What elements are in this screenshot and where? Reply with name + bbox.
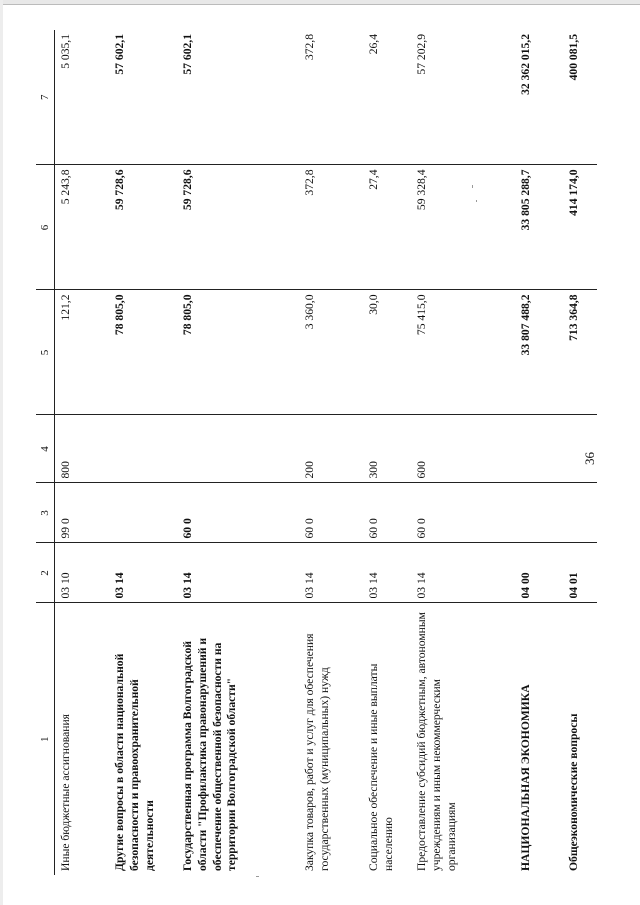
table-row: [109, 30, 177, 875]
amount-col5: 3 360,0: [299, 290, 363, 415]
table-row: [55, 30, 110, 875]
expense-type-code: 600: [411, 415, 515, 483]
budget-table: [36, 30, 597, 875]
header-cell: 1: [36, 603, 55, 875]
section-code: 03 14: [363, 543, 411, 603]
amount-col6: 59 728,6: [177, 165, 299, 290]
amount-col5: 713 364,8: [563, 290, 597, 415]
amount-col7: 5 035,1: [55, 30, 110, 165]
header-cell: 3: [36, 483, 55, 543]
amount-col5: 33 807 488,2: [515, 290, 563, 415]
section-code: 04 00: [515, 543, 563, 603]
row-name: Предоставление субсидий бюджетным, автономным учреждениям и иным некоммерческим организациям: [415, 611, 458, 871]
page-number: 36: [582, 452, 597, 465]
program-code: [563, 483, 597, 543]
row-name: Другие вопросы в области национальной безопасности и правоохранительной деятельности: [113, 653, 156, 871]
table-row: [411, 30, 515, 875]
amount-col7: 32 362 015,2: [515, 30, 563, 165]
amount-col5: 78 805,0: [177, 290, 299, 415]
expense-type-code: 300: [363, 415, 411, 483]
amount-col5: 30,0: [363, 290, 411, 415]
program-code: [109, 483, 177, 543]
amount-col7: 57 202,9: [411, 30, 515, 165]
row-name: Иные бюджетные ассигнования: [59, 714, 72, 871]
program-code: 60 0: [411, 483, 515, 543]
section-code: 03 14: [299, 543, 363, 603]
amount-col6: 372,8: [299, 165, 363, 290]
program-code: 60 0: [363, 483, 411, 543]
table-row: [299, 30, 363, 875]
expense-type-code: [515, 415, 563, 483]
table-row: [363, 30, 411, 875]
program-code: [515, 483, 563, 543]
row-name: НАЦИОНАЛЬНАЯ ЭКОНОМИКА: [519, 684, 532, 871]
row-name: Государственная программа Волгоградской области "Профилактика правонарушений и обеспечение общественной безопасности на территории Волгоградской области": [181, 637, 239, 871]
amount-col5: 121,2: [55, 290, 110, 415]
amount-col6: 5 243,8: [55, 165, 110, 290]
section-code: 03 10: [55, 543, 110, 603]
section-code: 03 14: [411, 543, 515, 603]
section-code: 03 14: [177, 543, 299, 603]
expense-type-code: 800: [55, 415, 110, 483]
table-row: [515, 30, 563, 875]
table-row: [563, 30, 597, 875]
header-cell: 4: [36, 415, 55, 483]
table-header-row: [36, 30, 55, 875]
amount-col5: 78 805,0: [109, 290, 177, 415]
amount-col6: 59 728,6: [109, 165, 177, 290]
amount-col7: 57 602,1: [109, 30, 177, 165]
row-name: Общеэкономические вопросы: [567, 713, 580, 871]
expense-type-code: 200: [299, 415, 363, 483]
header-cell: 7: [36, 30, 55, 165]
amount-col6: 414 174,0: [563, 165, 597, 290]
amount-col6: 33 805 288,7: [515, 165, 563, 290]
amount-col6: 27,4: [363, 165, 411, 290]
amount-col7: 26,4: [363, 30, 411, 165]
section-code: 03 14: [109, 543, 177, 603]
amount-col6: 59 328,4: [411, 165, 515, 290]
header-cell: 6: [36, 165, 55, 290]
row-name: Социальное обеспечение и иные выплаты населению: [367, 663, 395, 871]
amount-col7: 400 081,5: [563, 30, 597, 165]
expense-type-code: [563, 415, 597, 483]
program-code: 60 0: [177, 483, 299, 543]
expense-type-code: [109, 415, 177, 483]
amount-col7: 57 602,1: [177, 30, 299, 165]
section-code: 04 01: [563, 543, 597, 603]
program-code: 99 0: [55, 483, 110, 543]
header-cell: 5: [36, 290, 55, 415]
amount-col5: 75 415,0: [411, 290, 515, 415]
row-name: Закупка товаров, работ и услуг для обеспечения государственных (муниципальных) нужд: [303, 633, 331, 871]
expense-type-code: [177, 415, 299, 483]
program-code: 60 0: [299, 483, 363, 543]
header-cell: 2: [36, 543, 55, 603]
table-row: [177, 30, 299, 875]
amount-col7: 372,8: [299, 30, 363, 165]
